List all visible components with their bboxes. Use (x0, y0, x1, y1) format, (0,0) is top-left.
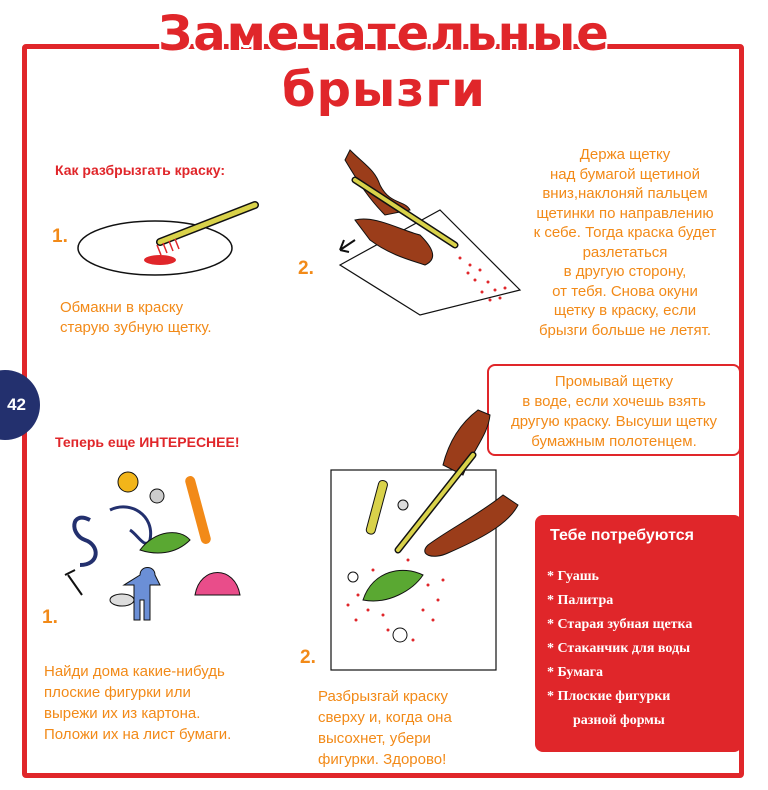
bottom-step-2-text (318, 686, 452, 770)
materials-item: * Старая зубная щетка (547, 613, 730, 637)
top-step-2-text (510, 145, 740, 340)
materials-item: * Гуашь (547, 565, 730, 589)
title-line-2: брызги (282, 62, 486, 118)
top-step-2-line: над бумагой щетиной (549, 165, 701, 183)
materials-item: * Бумага (547, 661, 730, 685)
page-number: 42 (7, 395, 26, 414)
how-to-heading: Как разбрызгать краску: (55, 162, 226, 178)
more-interesting-heading: Теперь еще ИНТЕРЕСНЕЕ! (55, 434, 240, 450)
bottom-step-1-line: плоские фигурки или (44, 684, 191, 701)
page-title (0, 6, 768, 118)
bottom-step-2-line: Разбрызгай краску (318, 688, 448, 705)
top-step-2-line: в другую сторону, (563, 263, 687, 280)
tip-line: в воде, если хочешь взять (522, 393, 706, 410)
top-step-2-line: разлетаться (582, 243, 668, 261)
materials-box (535, 515, 742, 752)
materials-item-continuation: разной формы (573, 713, 665, 728)
bottom-step-2-line: высохнет, убери (318, 730, 431, 747)
spraying-hands-illustration (320, 140, 520, 340)
materials-item: * Стаканчик для воды (547, 637, 730, 661)
top-step-1-line: старую зубную щетку. (60, 319, 212, 336)
materials-list (547, 565, 730, 709)
materials-item: * Плоские фигурки (547, 685, 730, 709)
bottom-step-1-text (44, 661, 231, 745)
bottom-step-1-line: Положи их на лист бумаги. (44, 726, 232, 743)
top-step-2-line: к себе. Тогда краска будет (533, 224, 717, 241)
bottom-step-2-number: 2. (300, 647, 316, 668)
tip-line: другую краску. Высуши щетку (510, 413, 718, 430)
title-line-1: Замечательные (158, 6, 610, 62)
bottom-step-2-line: фигурки. Здорово! (318, 751, 447, 768)
tip-line: бумажным полотенцем. (531, 433, 697, 450)
flat-objects-illustration (60, 470, 260, 650)
top-step-1-text (60, 298, 212, 338)
palette-toothbrush-illustration (75, 200, 265, 280)
bottom-step-2-line: сверху и, когда она (318, 709, 452, 726)
materials-item: * Палитра (547, 589, 730, 613)
tip-line: Промывай щетку (554, 373, 674, 390)
bottom-step-1-line: Найди дома какие-нибудь (44, 663, 225, 680)
top-step-1-number: 1. (52, 226, 68, 247)
top-step-2-line: вниз,наклоняй пальцем (542, 185, 708, 202)
top-step-2-line: от тебя. Снова окуни (552, 282, 698, 300)
top-step-2-line: брызги больше не летят. (538, 321, 712, 339)
top-step-2-line: щетку в краску, если (553, 302, 697, 319)
bottom-step-1-number: 1. (42, 607, 58, 628)
top-step-2-number: 2. (298, 258, 314, 279)
top-step-1-line: Обмакни в краску (60, 299, 184, 316)
top-step-2-line: Держа щетку (579, 146, 671, 163)
materials-header: Тебе потребуются (550, 527, 694, 544)
top-step-2-line: щетинки по направлению (536, 204, 714, 222)
bottom-step-1-line: вырежи их из картона. (44, 705, 201, 722)
spray-over-figures-illustration (328, 405, 528, 675)
